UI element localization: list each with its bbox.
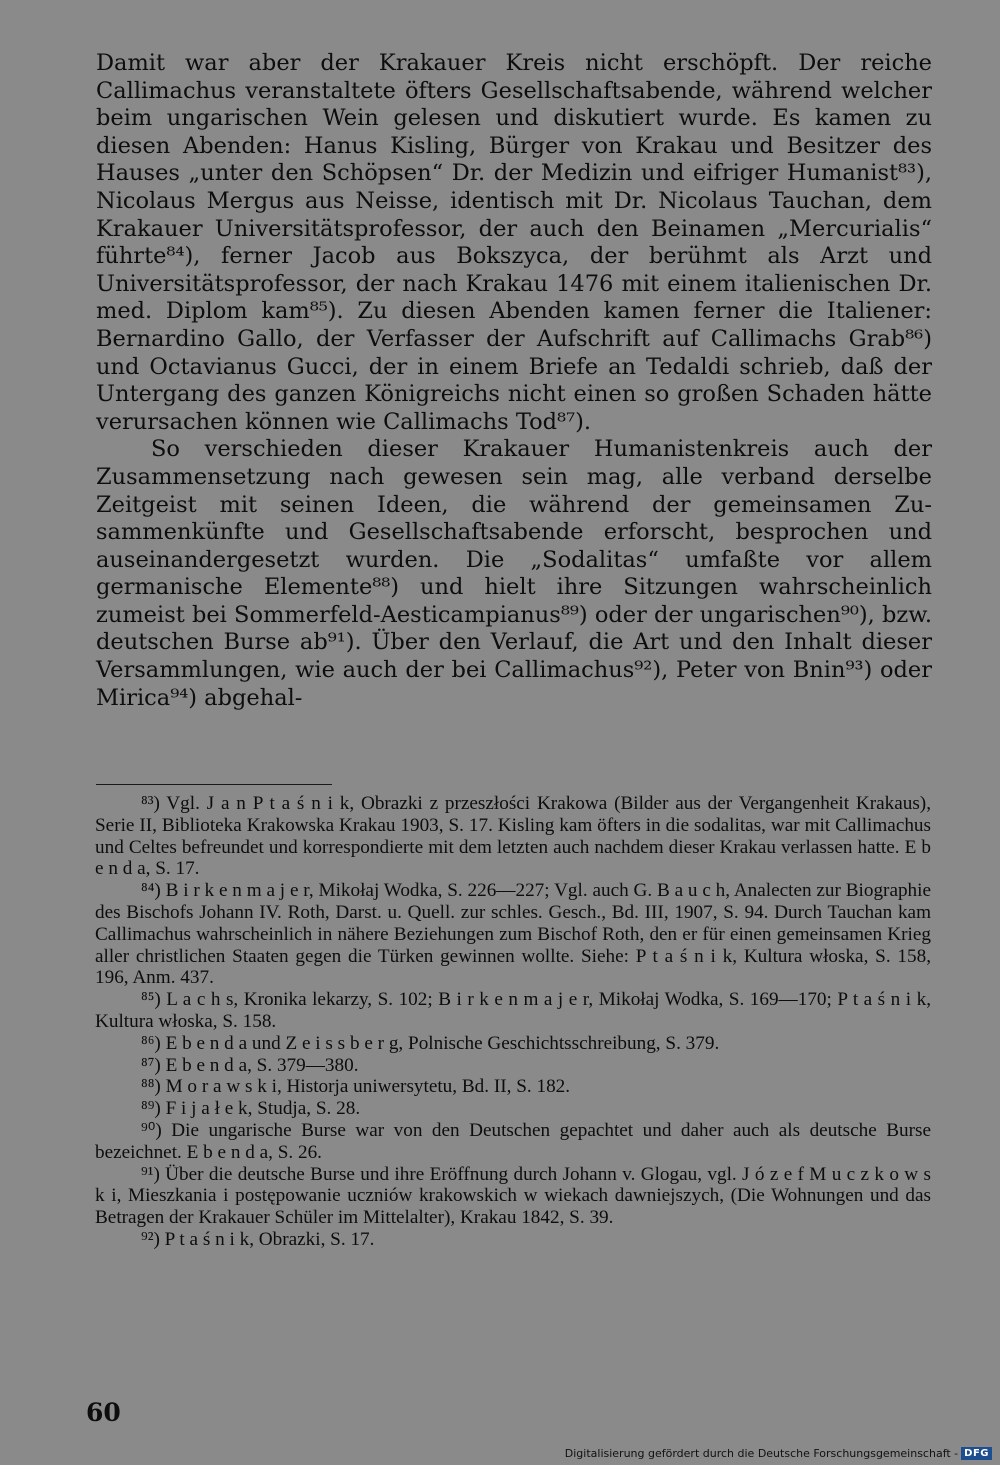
dfg-logo: DFG xyxy=(961,1447,992,1460)
paragraph-1: Damit war aber der Krakauer Kreis nicht erschöpft. Der reiche Callimachus veranstaltete öfters Gesellschaftsabende, während welcher beim ungarischen Wein gelesen und diskutiert wurde. Es kamen zu diesen Abenden: Hanus Kisling, Bürger von Krakau und Besitzer des Hauses „unter den Schöpsen“ Dr. der Medizin und eifriger Humanist⁸³), Nicolaus Mergus aus Neisse, identisch mit Dr. Nicolaus Tauchan, dem Krakauer Universitätsprofessor, der auch den Beinamen „Mercurialis“ führte⁸⁴), ferner Jacob aus Bokszyca, der berühmt als Arzt und Universitätsprofessor, der nach Krakau 1476 mit einem italienischen Dr. med. Diplom kam⁸⁵). Zu diesen Abenden kamen ferner die Italiener: Bernardino Gallo, der Verfasser der Aufschrift auf Callimachs Grab⁸⁶) und Octavianus Gucci, der in einem Briefe an Tedaldi schrieb, daß der Untergang des ganzen Königreichs nicht einen so großen Schaden hätte verursachen können wie Callimachs Tod⁸⁷). xyxy=(96,50,932,435)
footnote-85: ⁸⁵) L a c h s, Kronika lekarzy, S. 102; B i r k e n m a j e r, Mikołaj Wodka, S. 169—170; P t a ś n i k, Kultura włoska, S. 158. xyxy=(95,989,931,1032)
paragraph-2: So verschieden dieser Krakauer Humanistenkreis auch der Zusammensetzung nach gewesen sein mag, alle verband derselbe Zeitgeist mit seinen Ideen, die während der gemeinsamen Zusammenkünfte und Gesellschaftsabende erforscht, besprochen und auseinandergesetzt wurden. Die „Sodalitas“ umfaßte vor allem germanische Elemente⁸⁸) und hielt ihre Sitzungen wahrscheinlich zumeist bei Sommerfeld-Aesticampianus⁸⁹) oder der ungarischen⁹⁰), bzw. deutschen Burse ab⁹¹). Über den Verlauf, die Art und den Inhalt dieser Versammlungen, wie auch der bei Callimachus⁹²), Peter von Bnin⁹³) oder Mirica⁹⁴) abgehal- xyxy=(96,436,932,711)
footnote-83: ⁸³) Vgl. J a n P t a ś n i k, Obrazki z przeszłości Krakowa (Bilder aus der Vergangenheit Krakaus), Serie II, Biblioteka Krakowska Krakau 1903, S. 17. Kisling kam öfters in die sodalitas, war mit Callimachus und Celtes befreundet und korrespondierte mit dem letzten auch nachdem dieser Krakau verlassen hatte. E b e n d a, S. 17. xyxy=(95,793,931,880)
main-text xyxy=(96,50,932,712)
footnote-92: ⁹²) P t a ś n i k, Obrazki, S. 17. xyxy=(141,1228,375,1250)
footnote-86: ⁸⁶) E b e n d a und Z e i s s b e r g, Polnische Geschichtsschreibung, S. 379. xyxy=(141,1032,720,1054)
footnote-88: ⁸⁸) M o r a w s k i, Historja uniwersytetu, Bd. II, S. 182. xyxy=(141,1076,571,1098)
footnote-rule xyxy=(96,784,332,785)
footnote-89: ⁸⁹) F i j a ł e k, Studja, S. 28. xyxy=(141,1098,361,1120)
footnote-84: ⁸⁴) B i r k e n m a j e r, Mikołaj Wodka, S. 226—227; Vgl. auch G. B a u c h, Analecten zur Biographie des Bischofs Johann IV. Roth, Darst. u. Quell. zur schles. Gesch., Bd. III, 1907, S. 94. Durch Tauchan kam Callimachus wahrscheinlich in nähere Beziehungen zum Bischof Roth, den er für einen gemeinsamen Krieg aller christlichen Staaten gegen die Türken gewinnen wollte. Siehe: P t a ś n i k, Kultura włoska, S. 158, 196, Anm. 437. xyxy=(95,880,931,989)
digitization-footer xyxy=(565,1447,992,1460)
footnote-90: ⁹⁰) Die ungarische Burse war von den Deutschen gepachtet und daher auch als deutsche Burse bezeichnet. E b e n d a, S. 26. xyxy=(95,1119,931,1163)
footer-text: Digitalisierung gefördert durch die Deutsche Forschungsgemeinschaft - xyxy=(564,1447,959,1460)
footnote-91: ⁹¹) Über die deutsche Burse und ihre Eröffnung durch Johann v. Glogau, vgl. J ó z e f M u c z k o w s k i, Mieszkania i postępowanie uczniów krakowskich w wiekach dawniejszych, (Die Wohnungen und das Betragen der Krakauer Schüler im Mittelalter), Krakau 1842, S. 39. xyxy=(95,1163,931,1229)
footnotes xyxy=(95,793,931,1251)
footnote-87: ⁸⁷) E b e n d a, S. 379—380. xyxy=(141,1054,359,1076)
page-number: 60 xyxy=(86,1398,121,1427)
